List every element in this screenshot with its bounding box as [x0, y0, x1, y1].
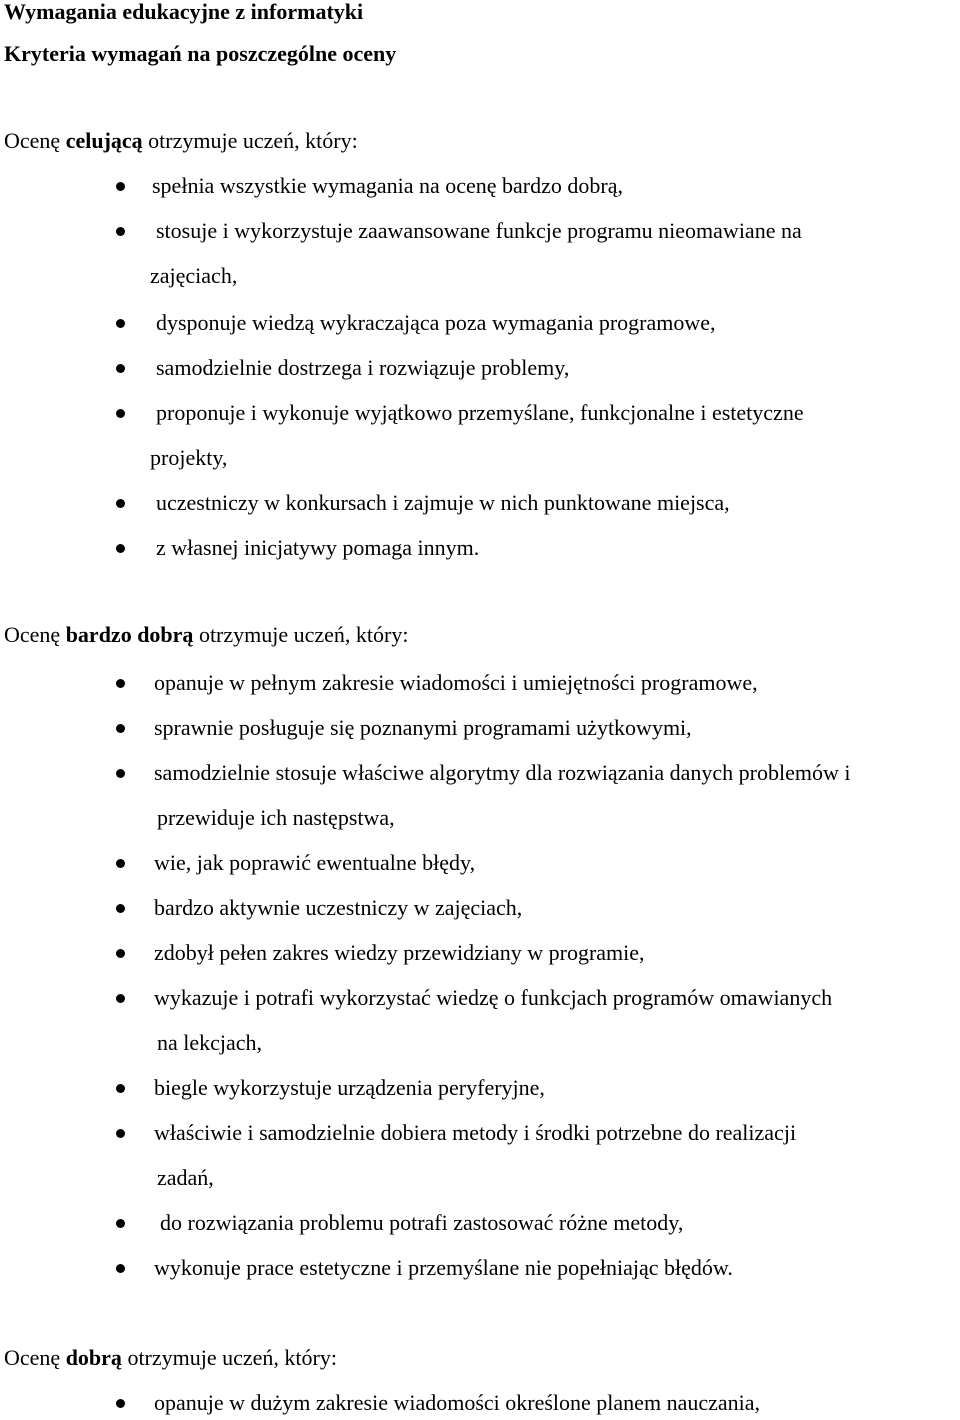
list-item: wie, jak poprawić ewentualne błędy,	[154, 850, 476, 875]
list-item: stosuje i wykorzystuje zaawansowane funkcje programu nieomawiane na	[156, 218, 802, 243]
list-item: bardzo aktywnie uczestniczy w zajęciach,	[154, 895, 523, 920]
intro-prefix: Ocenę	[4, 1345, 66, 1370]
bullet-icon	[116, 319, 125, 328]
list-item: wykonuje prace estetyczne i przemyślane nie popełniając błędów.	[154, 1255, 733, 1280]
bullet-icon	[116, 409, 125, 418]
section-intro	[4, 622, 408, 648]
bullet-icon	[116, 1264, 125, 1273]
document-subtitle: Kryteria wymagań na poszczególne oceny	[4, 41, 397, 66]
intro-suffix: otrzymuje uczeń, który:	[142, 128, 358, 153]
bullet-icon	[116, 1084, 125, 1093]
bullet-icon	[116, 994, 125, 1003]
bullet-icon	[116, 227, 125, 236]
list-item: uczestniczy w konkursach i zajmuje w nich punktowane miejsca,	[156, 490, 730, 515]
grade-name: bardzo dobrą	[65, 622, 194, 647]
list-item-continuation: na lekcjach,	[157, 1030, 263, 1055]
bullet-icon	[116, 859, 125, 868]
list-item-continuation: zadań,	[157, 1165, 214, 1190]
section-intro	[4, 1345, 337, 1371]
bullet-icon	[116, 1399, 125, 1408]
bullet-icon	[116, 679, 125, 688]
grade-name: dobrą	[65, 1345, 122, 1370]
list-item: spełnia wszystkie wymagania na ocenę bardzo dobrą,	[152, 173, 623, 198]
bullet-icon	[116, 1129, 125, 1138]
intro-suffix: otrzymuje uczeń, który:	[121, 1345, 337, 1370]
list-item: sprawnie posługuje się poznanymi programami użytkowymi,	[154, 715, 692, 740]
intro-prefix: Ocenę	[4, 622, 66, 647]
list-item-continuation: zajęciach,	[150, 263, 238, 288]
list-item: właściwie i samodzielnie dobiera metody i środki potrzebne do realizacji	[154, 1120, 797, 1145]
bullet-icon	[116, 544, 125, 553]
list-item: wykazuje i potrafi wykorzystać wiedzę o funkcjach programów omawianych	[154, 985, 833, 1010]
bullet-icon	[116, 949, 125, 958]
bullet-icon	[116, 769, 125, 778]
bullet-icon	[116, 904, 125, 913]
list-item: biegle wykorzystuje urządzenia peryferyjne,	[154, 1075, 545, 1100]
bullet-icon	[116, 724, 125, 733]
bullet-icon	[116, 499, 125, 508]
section-intro	[4, 128, 358, 154]
list-item: do rozwiązania problemu potrafi zastosować różne metody,	[160, 1210, 684, 1235]
list-item: samodzielnie stosuje właściwe algorytmy dla rozwiązania danych problemów i	[154, 760, 851, 785]
document-title: Wymagania edukacyjne z informatyki	[4, 0, 364, 24]
list-item-continuation: projekty,	[150, 445, 228, 470]
list-item-continuation: przewiduje ich następstwa,	[157, 805, 395, 830]
list-item: opanuje w pełnym zakresie wiadomości i umiejętności programowe,	[154, 670, 758, 695]
intro-suffix: otrzymuje uczeń, który:	[193, 622, 409, 647]
grade-name: celującą	[65, 128, 143, 153]
bullet-icon	[116, 182, 125, 191]
bullet-icon	[116, 364, 125, 373]
list-item: opanuje w dużym zakresie wiadomości określone planem nauczania,	[154, 1390, 760, 1415]
bullet-icon	[116, 1219, 125, 1228]
list-item: samodzielnie dostrzega i rozwiązuje problemy,	[156, 355, 570, 380]
list-item: proponuje i wykonuje wyjątkowo przemyślane, funkcjonalne i estetyczne	[156, 400, 804, 425]
list-item: z własnej inicjatywy pomaga innym.	[156, 535, 480, 560]
list-item: zdobył pełen zakres wiedzy przewidziany w programie,	[154, 940, 645, 965]
intro-prefix: Ocenę	[4, 128, 66, 153]
list-item: dysponuje wiedzą wykraczająca poza wymagania programowe,	[156, 310, 716, 335]
